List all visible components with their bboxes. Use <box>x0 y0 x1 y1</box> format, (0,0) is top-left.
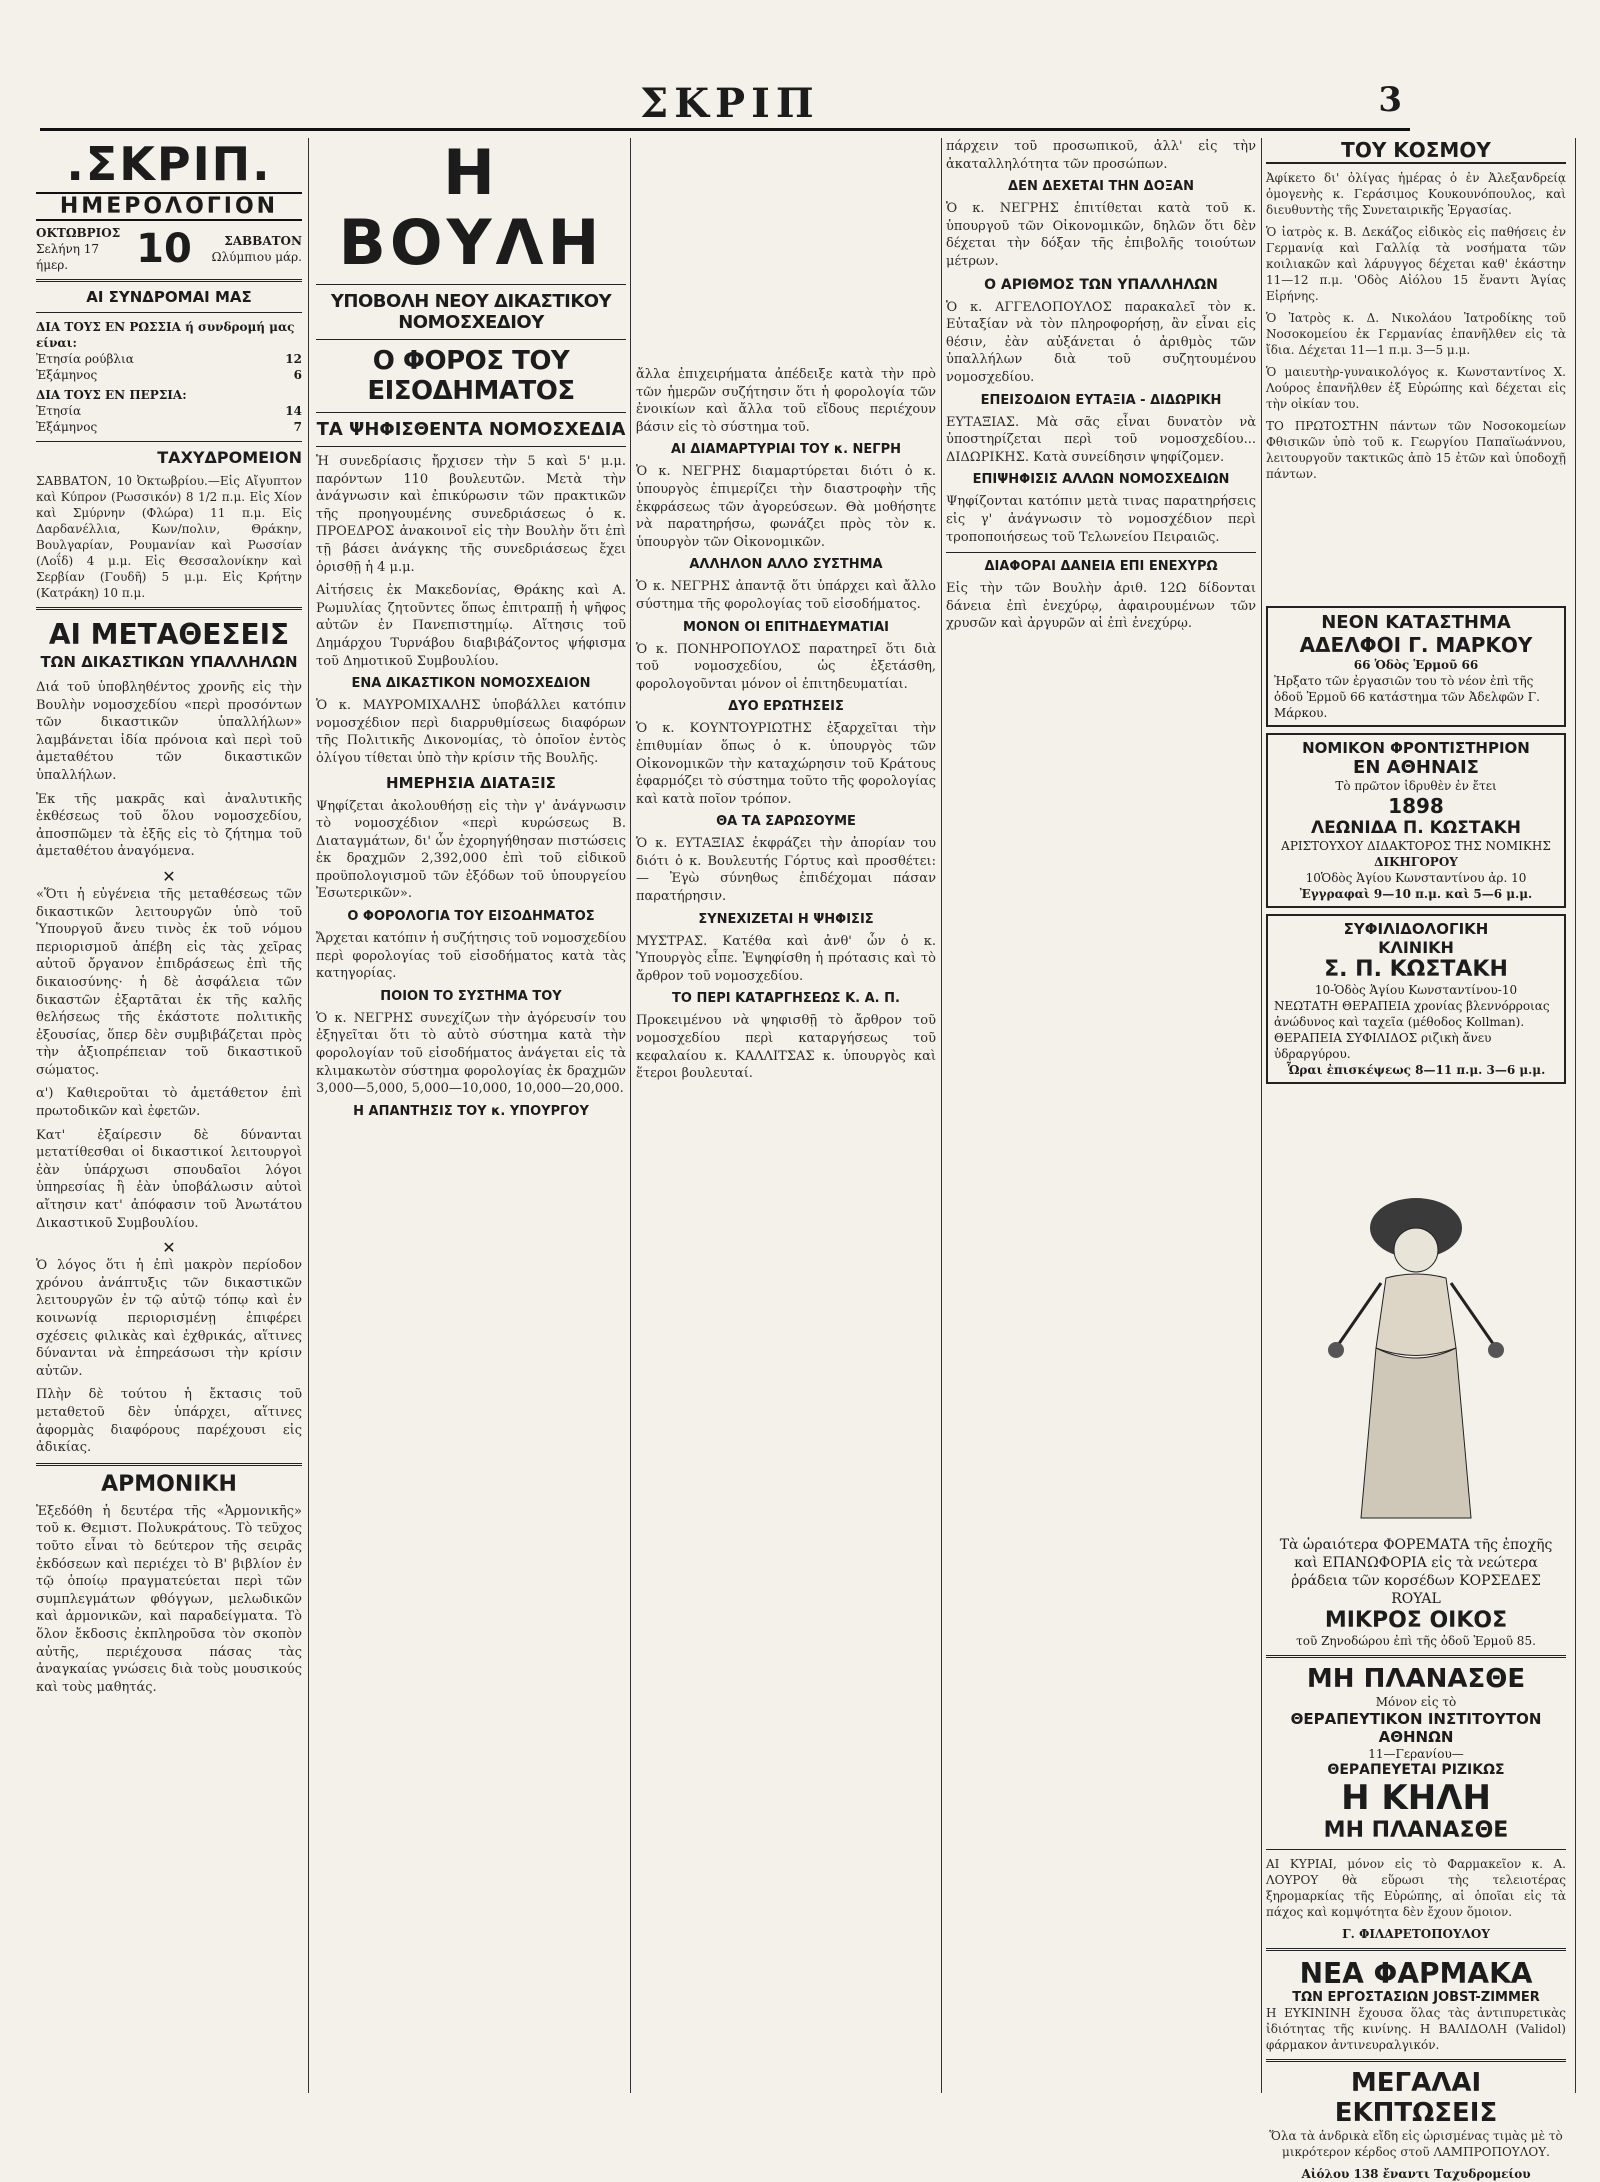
calendar-note: Ωλύμπιου μάρ. <box>211 250 302 264</box>
column-3 <box>636 138 936 2098</box>
ad-law-role: ΑΡΙΣΤΟΥΧΟΥ ΔΙΔΑΚΤΟΡΟΣ ΤΗΣ ΝΟΜΙΚΗΣ <box>1281 839 1551 853</box>
column-rule <box>308 138 309 2093</box>
paper-name: .ΣΚΡΙΠ. <box>66 137 272 191</box>
masthead-title: ΣΚΡΙΠ <box>640 80 820 127</box>
section-heading: ΔΙΑΦΟΡΑΙ ΔΑΝΕΙΑ ΕΠΙ ΕΝΕΧΥΡΩ <box>984 559 1218 575</box>
divider <box>36 1463 302 1466</box>
ad-corset-store: ΜΙΚΡΟΣ ΟΙΚΟΣ <box>1324 1608 1508 1633</box>
ad-mi-institute: ΘΕΡΑΠΕΥΤΙΚΟΝ ΙΝΣΤΙΤΟΥΤΟΝ ΑΘΗΝΩΝ <box>1290 1710 1542 1746</box>
ad-corset-address: τοῦ Ζηνοδώρου ἐπὶ τῆς ὁδοῦ Ἑρμοῦ 85. <box>1296 1634 1536 1648</box>
russia-row <box>36 351 302 367</box>
article-paragraph: Ἡ συνεδρίασις ἤρχισεν τὴν 5 καὶ 5' μ.μ. παρόντων 110 βουλευτῶν. Μετὰ τὴν ἀνάγνωσιν καὶ ἐπικύρωσιν τῶν πρακτικῶν τῆς προηγουμένης συνεδριάσεως ὁ κ. ΠΡΟΕΔΡΟΣ ἀνακοινοῖ εἰς τὴν Βουλὴν ὅτι ἐπὶ τῇ βάσει ἀνάγκης τῆς συνεδριάσεως ἔχει ὁρισθῇ ἡ 4 μ.μ. <box>316 454 626 575</box>
divider <box>1266 2059 1566 2062</box>
article-paragraph: Ὁ κ. ΝΕΓΡΗΣ διαμαρτύρεται διότι ὁ κ. ὑπουργὸς ἐπιμερίζει τὴν διαστροφὴν τῆς ἐκφράσεως τῶν ἀγορεύσεων. Θὰ μοθήσητε νὰ παρατηρήσω, φωνάζει πρὸς τὸν κ. ὑπουργὸν τῶν Οἰκονομικῶν. <box>636 464 936 550</box>
news-item: Ὁ ἰατρὸς κ. Β. Δεκάζος εἰδικὸς εἰς παθήσεις ἐν Γερμανίᾳ καὶ Γαλλίᾳ τὰ νοσήματα τῶν κοιλιακῶν καὶ λάρυγγος δέχεται καθ' ἑκάστην 11—12 π.μ. 'Οδὸς Αἰόλου 15 ἔναντι Ἁγίας Εἰρήνης. <box>1266 225 1566 303</box>
ad-mi-cure: ΘΕΡΑΠΕΥΕΤΑΙ ΡΙΖΙΚΩΣ <box>1327 1762 1505 1778</box>
calendar-month: ΟΚΤΩΒΡΙΟΣ <box>36 226 121 240</box>
ad-store-name: ΑΔΕΛΦΟΙ Γ. ΜΑΡΚΟΥ <box>1299 633 1533 657</box>
ad-clinic-subheading: ΚΛΙΝΙΚΗ <box>1378 938 1454 957</box>
subheadline: Ο ΦΟΡΟΣ ΤΟΥ ΕΙΣΟΔΗΜΑΤΟΣ <box>367 346 575 406</box>
column-rule <box>1575 138 1576 2093</box>
section-heading: ΜΟΝΟΝ ΟΙ ΕΠΙΤΗΔΕΥΜΑΤΙΑΙ <box>682 619 890 635</box>
ad-law <box>1266 733 1566 908</box>
ad-law-title: ΝΟΜΙΚΟΝ ΦΡΟΝΤΙΣΤΗΡΙΟΝ <box>1302 739 1530 757</box>
article-paragraph: «Ὅτι ἡ εὐγένεια τῆς μεταθέσεως τῶν δικαστικῶν λειτουργῶν ὑπὸ τοῦ Ὑπουργοῦ ἄνευ τινὸς ἐκ τοῦ νόμου περιορισμοῦ ἀπέβη εἰς τὰς χεῖρας αὐτοῦ ὄργανον ἐπιδράσεως ἐπὶ τῆς δικαιοσύνης· ἡ δὲ ἀσφάλεια τῶν δικαστῶν ἐξαρτᾶται ἐκ τῆς καλῆς θελήσεως τῆς ἑκάστοτε πολιτικῆς ἐξουσίας, ὅπερ δὲν συμβιβάζεται πρὸς τὴν ἀξιοπρέπειαν τοῦ δικαστικοῦ σώματος. <box>36 886 302 1078</box>
separator-x: ✕ <box>162 866 176 886</box>
ad-clinic-heading: ΣΥΦΙΛΙΔΟΛΟΓΙΚΗ <box>1343 920 1489 938</box>
advertisements-lower <box>1266 1170 1566 2181</box>
divider <box>316 446 626 447</box>
ad-mi-kili: Η ΚΗΛΗ <box>1341 1778 1491 1818</box>
ad-mi-text: Μόνον εἰς τὸ <box>1375 1695 1457 1709</box>
section-heading: ΔΥΟ ΕΡΩΤΗΣΕΙΣ <box>728 699 844 715</box>
headline-spacer <box>636 138 936 366</box>
ad-new-med-title: ΝΕΑ ΦΑΡΜΑΚΑ <box>1299 1957 1533 1990</box>
subheadline: ΤΑ ΨΗΦΙΣΘΕΝΤΑ ΝΟΜΟΣΧΕΔΙΑ <box>316 419 626 440</box>
ad-clinic <box>1266 914 1566 1084</box>
news-item: Ὁ μαιευτὴρ-γυναικολόγος κ. Κωνσταντίνος Χ. Λούρος ἐπανῆλθεν ἐξ Εὐρώπης καὶ δέχεται εἰς τὴν οἰκίαν του. <box>1266 365 1566 411</box>
section-heading: Η ΑΠΑΝΤΗΣΙΣ ΤΟΥ κ. ΥΠΟΥΡΓΟΥ <box>353 1103 589 1119</box>
ad-law-year: 1898 <box>1388 794 1444 818</box>
calendar-box <box>36 225 302 273</box>
article-paragraph: Ὁ κ. ΜΑΥΡΟΜΙΧΑΛΗΣ ὑποβάλλει κατόπιν νομοσχέδιον περὶ διαρρυθμίσεως διαφόρων τῆς Πολιτικῆς Δικονομίας, τὸ ὁποῖον ἐντὸς ὀλίγου τίθεται ὑπὸ τὴν κρίσιν τῆς Βουλῆς. <box>316 698 626 766</box>
article-paragraph: Ὁ κ. ΑΓΓΕΛΟΠΟΥΛΟΣ παρακαλεῖ τὸν κ. Εὐταξίαν νὰ τὸν πληροφορήσῃ, ἂν εἶναι εἰς θέσιν, ἐὰν αὐξάνεται ὁ ἀριθμὸς τῶν ὑπαλλήλων διὰ τοῦ συζητουμένου νομοσχεδίου. <box>946 299 1256 385</box>
ad-clinic-address: 10-Ὁδὸς Ἁγίου Κωνσταντίνου-10 <box>1314 983 1518 997</box>
persia-heading: ΔΙΑ ΤΟΥΣ ΕΝ ΠΕΡΣΙΑ: <box>36 388 187 402</box>
section-heading: ΠΟΙΟΝ ΤΟ ΣΥΣΤΗΜΑ ΤΟΥ <box>380 988 562 1004</box>
section-heading: ΗΜΕΡΗΣΙΑ ΔΙΑΤΑΞΙΣ <box>386 773 556 792</box>
divider <box>1266 1849 1566 1850</box>
article-paragraph: ΜΥΣΤΡΑΣ. Κατέθα καὶ ἀνθ' ὧν ὁ κ. Ὑπουργὸς εἶπε. Ἐψηφίσθη ἡ πρότασις καὶ τὸ ἄρθρον τοῦ νομοσχεδίου. <box>636 933 936 984</box>
subheadline: ΥΠΟΒΟΛΗ ΝΕΟΥ ΔΙΚΑΣΤΙΚΟΥ ΝΟΜΟΣΧΕΔΙΟΥ <box>330 291 612 333</box>
ad-mi-address: 11—Γερανίου— <box>1368 1747 1464 1761</box>
article-paragraph: ΕΥΤΑΞΙΑΣ. Μὰ σᾶς εἶναι δυνατὸν νὰ ὑποστηρίζεται περὶ τοῦ νομοσχεδίου... ΔΙΔΩΡΙΚΗΣ. Κατὰ συνείδησιν ψηφίζομεν. <box>946 414 1256 465</box>
subscriptions-title: ΑΙ ΣΥΝΔΡΟΜΑΙ ΜΑΣ <box>86 288 252 306</box>
corset-lady-illustration <box>1296 1178 1536 1528</box>
ad-store <box>1266 606 1566 727</box>
column-1 <box>36 138 302 2098</box>
divider <box>36 312 302 313</box>
divider <box>316 284 626 285</box>
divider <box>316 412 626 413</box>
article-paragraph: Αἰτήσεις ἐκ Μακεδονίας, Θράκης καὶ Α. Ρωμυλίας ζητοῦντες ὅπως ἐπιτραπῇ ἡ ψῆφος αὐτῶν ἐν Πανεπιστημίῳ. Αἴτησις τοῦ Δημάρχου Τυρνάβου διαβιβάζοντος ψήφισμα τοῦ Δημοτικοῦ Συμβουλίου. <box>316 583 626 669</box>
column-2 <box>316 138 626 2098</box>
section-heading: Ο ΑΡΙΘΜΟΣ ΤΩΝ ΥΠΑΛΛΗΛΩΝ <box>984 276 1218 293</box>
persia-row <box>36 419 302 435</box>
kosmos-title: ΤΟΥ ΚΟΣΜΟΥ <box>1266 138 1566 164</box>
ad-sale-title: ΜΕΓΑΛΑΙ ΕΚΠΤΩΣΕΙΣ <box>1334 2068 1498 2128</box>
column-4 <box>946 138 1256 2098</box>
divider <box>36 607 302 610</box>
ad-law-address: 10Ὁδὸς Ἁγίου Κωνσταντίνου ἀρ. 10 <box>1305 871 1527 885</box>
article-paragraph: Ὁ λόγος ὅτι ἡ ἐπὶ μακρὸν περίοδον χρόνου ἀνάπτυξις τῶν δικαστικῶν λειτουργῶν ἐν τῷ αὐτῷ τόπῳ καὶ ἐν κοινωνίᾳ περιορισμένῃ ἐπιφέρει σχέσεις φιλικὰς καὶ ἐχθρικάς, αἵτινες δύνανται νὰ ἐπηρεάσωσι τὴν κρίσιν αὐτῶν. <box>36 1258 302 1379</box>
section-heading: ΣΥΝΕΧΙΖΕΤΑΙ Η ΨΗΦΙΣΙΣ <box>698 911 874 927</box>
section-heading: ΕΠΕΙΣΟΔΙΟΝ ΕΥΤΑΞΙΑ - ΔΙΔΩΡΙΚΗ <box>980 392 1222 408</box>
article-paragraph: Ὁ κ. ΚΟΥΝΤΟΥΡΙΩΤΗΣ ἐξαρχεῖται τὴν ἐπιθυμίαν ὅπως ὁ κ. ὑπουργὸς τῶν Οἰκονομικῶν τὴν καταχώρησιν τοῦ Κράτους ἐφαρμόζει τὸ σύστημα τοῦτο τῆς φορολογίας καὶ κατὰ ποῖον τρόπον. <box>636 721 936 807</box>
row-value: 14 <box>285 404 302 418</box>
transfers-subtitle: ΤΩΝ ΔΙΚΑΣΤΙΚΩΝ ΥΠΑΛΛΗΛΩΝ <box>40 653 298 671</box>
article-paragraph: Κατ' ἐξαίρεσιν δὲ δύνανται μετατίθεσθαι οἱ δικαστικοί λειτουργοὶ ἐὰν ὑπάρχωσι σπουδαῖοι λόγοι ὑπηρεσίας ἢ ἐὰν ὑποβάλωσιν αὐτοὶ αἴτησιν κατ' ἀπόφασιν τοῦ Ἀνωτάτου Δικαστικοῦ Συμβουλίου. <box>36 1127 302 1231</box>
section-heading: ΑΙ ΔΙΑΜΑΡΤΥΡΙΑΙ ΤΟΥ κ. ΝΕΓΡΗ <box>671 442 901 458</box>
post-title: ΤΑΧΥΔΡΟΜΕΙΟΝ <box>157 448 302 467</box>
ad-store-title: ΝΕΟΝ ΚΑΤΑΣΤΗΜΑ <box>1321 612 1511 633</box>
persia-row <box>36 403 302 419</box>
section-heading: ΔΕΝ ΔΕΧΕΤΑΙ ΤΗΝ ΔΟΞΑΝ <box>1008 179 1194 195</box>
article-paragraph: Προκειμένου νὰ ψηφισθῇ τὸ ἄρθρον τοῦ νομοσχεδίου περὶ καταργήσεως τοῦ κεφαλαίου κ. ΚΑΛΛΙΤΣΑΣ κ. ὑπουργὸς καὶ ἕτεροι βουλευταί. <box>636 1013 936 1082</box>
divider <box>316 339 626 340</box>
ad-store-address: 66 Ὁδὸς Ἑρμοῦ 66 <box>1353 658 1479 672</box>
column-rule <box>630 138 631 2093</box>
ad-law-name: ΛΕΩΝΙΔΑ Π. ΚΩΣΤΑΚΗ <box>1310 818 1521 838</box>
article-paragraph: Διά τοῦ ὑποβληθέντος χρονῆς εἰς τὴν Βουλὴν νομοσχεδίου «περὶ προσόντων τῶν δικαστικῶν ὑπαλλήλων» λαμβάνεται ἰδία πρόνοια καὶ περὶ τοῦ ἀμεταθέτου τῶν δικαστικῶν ὑπαλλήλων. <box>36 680 302 783</box>
ad-law-city: ΕΝ ΑΘΗΝΑΙΣ <box>1353 757 1479 778</box>
row-label: Ἐτησία <box>36 404 82 418</box>
ad-clinic-hours: Ὧραι ἐπισκέψεως 8—11 π.μ. 3—6 μ.μ. <box>1286 1063 1546 1077</box>
article-paragraph: Ὁ κ. ΕΥΤΑΞΙΑΣ ἐκφράζει τὴν ἀπορίαν του διότι ὁ κ. Βουλευτής Γόρτυς καὶ προσθέτει: — Ἐγὼ σύνηθως ἐπιδέχομαι πάσαν παρατήρησιν. <box>636 836 936 905</box>
article-paragraph: Ἄρχεται κατόπιν ἡ συζήτησις τοῦ νομοσχεδίου περὶ φορολογίας τοῦ εἰσοδήματος κατὰ τὰς κατηγορίας. <box>316 931 626 982</box>
russia-row <box>36 367 302 383</box>
ad-sale-address: Αἰόλου 138 ἔναντι Ταχυδρομείου <box>1301 2167 1531 2181</box>
article-paragraph: Ἐκ τῆς μακρᾶς καὶ ἀναλυτικῆς ἐκθέσεως τοῦ ὅλου νομοσχεδίου, ἀποσπῶμεν τὰ ἐξῆς εἰς τὸ ζήτημα τοῦ ἀμεταθέτου ἀναγόμενα. <box>36 791 302 860</box>
divider <box>946 552 1256 553</box>
transfers-title: ΑΙ ΜΕΤΑΘΕΣΕΙΣ <box>48 618 290 651</box>
article-paragraph: Ἐξεδόθη ἡ δευτέρα τῆς «Ἁρμονικῆς» τοῦ κ. Θεμιστ. Πολυκράτους. Τὸ τεῦχος τοῦτο εἶναι τὸ δεύτερον τῆς σειρᾶς ἐκδόσεων καὶ περιέχει τὸ Β' βιβλίον ἐν τῷ ὁποίῳ πραγματεύεται περὶ τῶν συμπλεγμάτων φθόγγων, μελωδικῶν καὶ ἁρμονικῶν, καὶ παραδείγματα. Τὸ ὅλον ἔκδοσις ἐκπληροῦσα τὸν σκοπὸν αὐτῆς, περιέχουσα πάσας τὰς ἀναγκαίας γνώσεις διὰ τοὺς μουσικούς καὶ τοὺς μαθητάς. <box>36 1503 302 1695</box>
article-paragraph: Ψηφίζεται ἀκολουθήσῃ εἰς τὴν γ' ἀνάγνωσιν τὸ νομοσχέδιον «περὶ κυρώσεως Β. Διαταγμάτων, δι' ὧν ἐχορηγήθησαν πιστώσεις ἐκ δραχμῶν 2,392,000 ἐπὶ τοῦ εἰδικοῦ προϋπολογισμοῦ τῶν ἐξόδων τοῦ ὑπουργείου Ἐσωτερικῶν». <box>316 798 626 902</box>
news-item: Ἀφίκετο δι' ὀλίγας ἡμέρας ὁ ἐν Ἀλεξανδρείᾳ ὁμογενὴς κ. Γεράσιμος Κουκουνόπουλος, καὶ διευθυντὴς τῆς Συνεταιρικῆς Ἐργασίας. <box>1266 171 1566 217</box>
article-paragraph: Ὁ κ. ΝΕΓΡΗΣ ἀπαντᾷ ὅτι ὑπάρχει καὶ ἄλλο σύστημα τῆς φορολογίας τοῦ εἰσοδήματος. <box>636 579 936 612</box>
article-paragraph: πάρχειν τοῦ προσωπικοῦ, ἀλλ' εἰς τὴν ἀκαταλληλότητα τῶν προσώπων. <box>946 139 1256 172</box>
post-text: ΣΑΒΒΑΤΟΝ, 10 Ὀκτωβρίου.—Εἰς Αἴγυπτον καὶ Κύπρον (Ρωσσικόν) 8 1/2 π.μ. Εἰς Χίον καὶ Σμύρνην (Φλώρα) 11 π.μ. Εἰς Δαρδανέλλια, Κων/πολιν, Θράκην, Βουλγαρίαν, Ρουμανίαν καὶ Ρωσσίαν (Λοΐδ) 4 μ.μ. Εἰς Θεσσαλονίκην καὶ Σερβίαν (Γουδῆ) 5 μ.μ. Εἰς Κρήτην (Κατράκη) 10 π.μ. <box>36 474 302 600</box>
row-label: Ἐξάμηνος <box>36 420 98 434</box>
ad-sale-text: Ὅλα τὰ ἀνδρικὰ εἴδη εἰς ὡρισμένας τιμὰς μὲ τὸ μικρότερον κέρδος στοῦ ΛΑΜΠΡΟΠΟΥΛΟΥ. <box>1269 2129 1563 2159</box>
article-paragraph: Ὁ κ. ΝΕΓΡΗΣ συνεχίζων τὴν ἀγόρευσίν του ἐξηγεῖται ὅτι τὸ αὐτὸ σύστημα κατὰ τὴν φορολογίαν τοῦ εἰσοδήματος ἀνάγεται εἰς τὰ κλιμακωτὸν σύστημα φορολογίας ἐκ δραχμῶν 3,000—5,000, 5,000—10,000, 10,000—20,000. <box>316 1010 626 1097</box>
calendar-weekday: ΣΑΒΒΑΤΟΝ <box>224 234 302 248</box>
ad-law-subtitle: Τὸ πρῶτον ἱδρυθὲν ἐν ἔτει <box>1335 779 1497 793</box>
article-paragraph: ἄλλα ἐπιχειρήματα ἀπέδειξε κατὰ τὴν πρὸ τῶν ἡμερῶν συζήτησιν ὅτι ἡ φορολογία τῶν ἐνοικίων καὶ ἄλλα τοῦ εἴδους περιέχουν βάσιν εἰς τὸ σύστημα τοῦ. <box>636 367 936 435</box>
section-heading: ΕΠΙΨΗΦΙΣΙΣ ΑΛΛΩΝ ΝΟΜΟΣΧΕΔΙΩΝ <box>972 472 1230 488</box>
article-paragraph: Ὁ κ. ΝΕΓΡΗΣ ἐπιτίθεται κατὰ τοῦ κ. ὑπουργοῦ τῶν Οἰκονομικῶν, δηλῶν ὅτι δὲν δέχεται τὴν δόξαν τῆς ἐπιβολῆς τοιούτων μέτρων. <box>946 201 1256 269</box>
ad-clinic-name: Σ. Π. ΚΩΣΤΑΚΗ <box>1324 957 1508 982</box>
page-number: 3 <box>1378 80 1402 120</box>
calendar-day: 10 <box>136 226 192 272</box>
masthead <box>40 78 1410 131</box>
article-paragraph: Ψηφίζονται κατόπιν μετὰ τινας παρατηρήσεις εἰς γ' ἀνάγνωσιν τὸ νομοσχέδιον περὶ τροποποιήσεως τοῦ Τελωνείου Πειραιῶς. <box>946 494 1256 545</box>
russia-heading: ΔΙΑ ΤΟΥΣ ΕΝ ΡΩΣΣΙΑ ή συνδρομή μας είναι: <box>36 320 295 350</box>
ad-law-hours: Ἐγγραφαὶ 9—10 π.μ. καὶ 5—6 μ.μ. <box>1299 887 1533 901</box>
ad-clinic-text: ΝΕΩΤΑΤΗ ΘΕΡΑΠΕΙΑ χρονίας βλεννόρροιας ἀνώδυνος καὶ ταχεῖα (μέθοδος Kollman). ΘΕΡΑΠΕΙΑ ΣΥΦΙΛΙΔΟΣ ριζικὴ ἄνευ ὑδραργύρου. <box>1274 999 1550 1061</box>
divider <box>36 279 302 282</box>
row-value: 7 <box>293 420 302 434</box>
ad-new-med-text: Η ΕΥΚΙΝΙΝΗ ἔχουσα ὅλας τὰς ἀντιπυρετικὰς ἰδιότητας τῆς κινίνης. Η ΒΑΛΙΔΟΛΗ (Validol) φάρμακον ἀντινευραλγικόν. <box>1266 2006 1566 2052</box>
divider <box>1266 1655 1566 1658</box>
row-value: 12 <box>285 352 302 366</box>
row-label: Ἐξάμηνος <box>36 368 98 382</box>
section-heading: ΤΟ ΠΕΡΙ ΚΑΤΑΡΓΗΣΕΩΣ Κ. Α. Π. <box>672 991 900 1007</box>
row-label: Ἐτησία ρούβλια <box>36 352 134 366</box>
headline: Η ΒΟΥΛΗ <box>338 136 604 279</box>
ad-filaretopoulou: Γ. ΦΙΛΑΡΕΤΟΠΟΥΛΟΥ <box>1342 1927 1490 1941</box>
ad-law-lawyer: ΔΙΚΗΓΟΡΟΥ <box>1374 855 1458 869</box>
calendar-moon: Σελήνη 17 ήμερ. <box>36 242 100 272</box>
ad-corset-text: Τὰ ὡραιότερα ΦΟΡΕΜΑΤΑ τῆς ἐποχῆς καὶ ΕΠΑΝΩΦΟΡΙΑ εἰς τὰ νεώτερα ῥράδεια τῶν κορσέδων ΚΟΡΣΕΔΕΣ ROYAL <box>1279 1537 1553 1607</box>
news-item: ΤΟ ΠΡΩΤΟΣΤΗΝ πάντων τῶν Νοσοκομείων Φθισικῶν ὑπὸ τοῦ κ. Γεωργίου Παπαϊωάννου, λειτουργοῦν τακτικῶς ἀπὸ 15 ἐτῶν καὶ ὑποδοχῇ πάντων. <box>1266 419 1566 481</box>
column-rule <box>1261 138 1262 2093</box>
harmonic-title: ΑΡΜΟΝΙΚΗ <box>101 1471 237 1497</box>
divider <box>1266 1948 1566 1951</box>
news-item: Ὁ Ἰατρὸς κ. Δ. Νικολάου Ἰατροδίκης τοῦ Νοσοκομείου ἐκ Γερμανίας ἐπανῆλθεν εἰς τὰ ἴδια. Δέχεται 11—1 π.μ. 3—5 μ.μ. <box>1266 311 1566 357</box>
section-heading: ΕΝΑ ΔΙΚΑΣΤΙΚΟΝ ΝΟΜΟΣΧΕΔΙΟΝ <box>351 676 591 692</box>
calendar-title: ΗΜΕΡΟΛΟΓΙΟΝ <box>36 192 302 221</box>
article-paragraph: Πλὴν δὲ τούτου ἡ ἔκτασις τοῦ μεταθετοῦ δὲν ὑπάρχει, αἵτινες ἀφορμὰς διαφόρους παρέχουσι εἰς ἀδικίας. <box>36 1387 302 1456</box>
row-value: 6 <box>293 368 302 382</box>
column-rule <box>941 138 942 2093</box>
ad-ladies-text: ΑΙ ΚΥΡΙΑΙ, μόνον εἰς τὸ Φαρμακεῖον κ. Α. ΛΟΥΡΟΥ θὰ εὕρωσι τὴς τελειοτέρας ξηρομαρκίας τῆς Εὐρώπης, αἱ ὁποῖαι εἰς τὰ πάχος καὶ κομψότητα δὲν ἔχουν ὅμοιον. <box>1266 1857 1566 1919</box>
ad-mi-title: ΜΗ ΠΛΑΝΑΣΘΕ <box>1306 1664 1526 1694</box>
ad-new-med-sub: ΤΩΝ ΕΡΓΟΣΤΑΣΙΩΝ JOBST-ZIMMER <box>1292 1990 1540 2005</box>
article-paragraph: α') Καθιεροῦται τὸ ἀμετάθετον ἐπὶ πρωτοδικῶν καὶ ἐφετῶν. <box>36 1086 302 1120</box>
article-paragraph: Ὁ κ. ΠΟΝΗΡΟΠΟΥΛΟΣ παρατηρεῖ ὅτι διὰ τοῦ νομοσχεδίου, ὡς ἐξετάσθη, φορολογοῦνται μόνον οἱ ἐπιτηδευματίαι. <box>636 641 936 692</box>
section-heading: ΘΑ ΤΑ ΣΑΡΩΣΟΥΜΕ <box>716 814 856 830</box>
divider <box>36 441 302 442</box>
ad-mi-end: ΜΗ ΠΛΑΝΑΣΘΕ <box>1323 1818 1509 1843</box>
article-paragraph: Εἰς τὴν τῶν Βουλὴν ἀριθ. 12Ω δίδονται δάνεια ἐπὶ ἐνεχύρῳ, ἀφαιρουμένων τῶν χρυσῶν καὶ ἀργυρῶν αἱ ἐπὶ ἐνεχύρῳ. <box>946 581 1256 632</box>
section-heading: Ο ΦΟΡΟΛΟΓΙΑ ΤΟΥ ΕΙΣΟΔΗΜΑΤΟΣ <box>347 909 595 925</box>
separator-x: ✕ <box>162 1238 176 1258</box>
ad-store-text: Ἠρξατο τῶν ἐργασιῶν του τὸ νέον ἐπὶ τῆς ὁδοῦ Ἑρμοῦ 66 κατάστημα τῶν Ἀδελφῶν Γ. Μάρκου. <box>1274 674 1540 720</box>
section-heading: ΑΛΛΗΛΟΝ ΑΛΛΟ ΣΥΣΤΗΜΑ <box>689 557 883 573</box>
